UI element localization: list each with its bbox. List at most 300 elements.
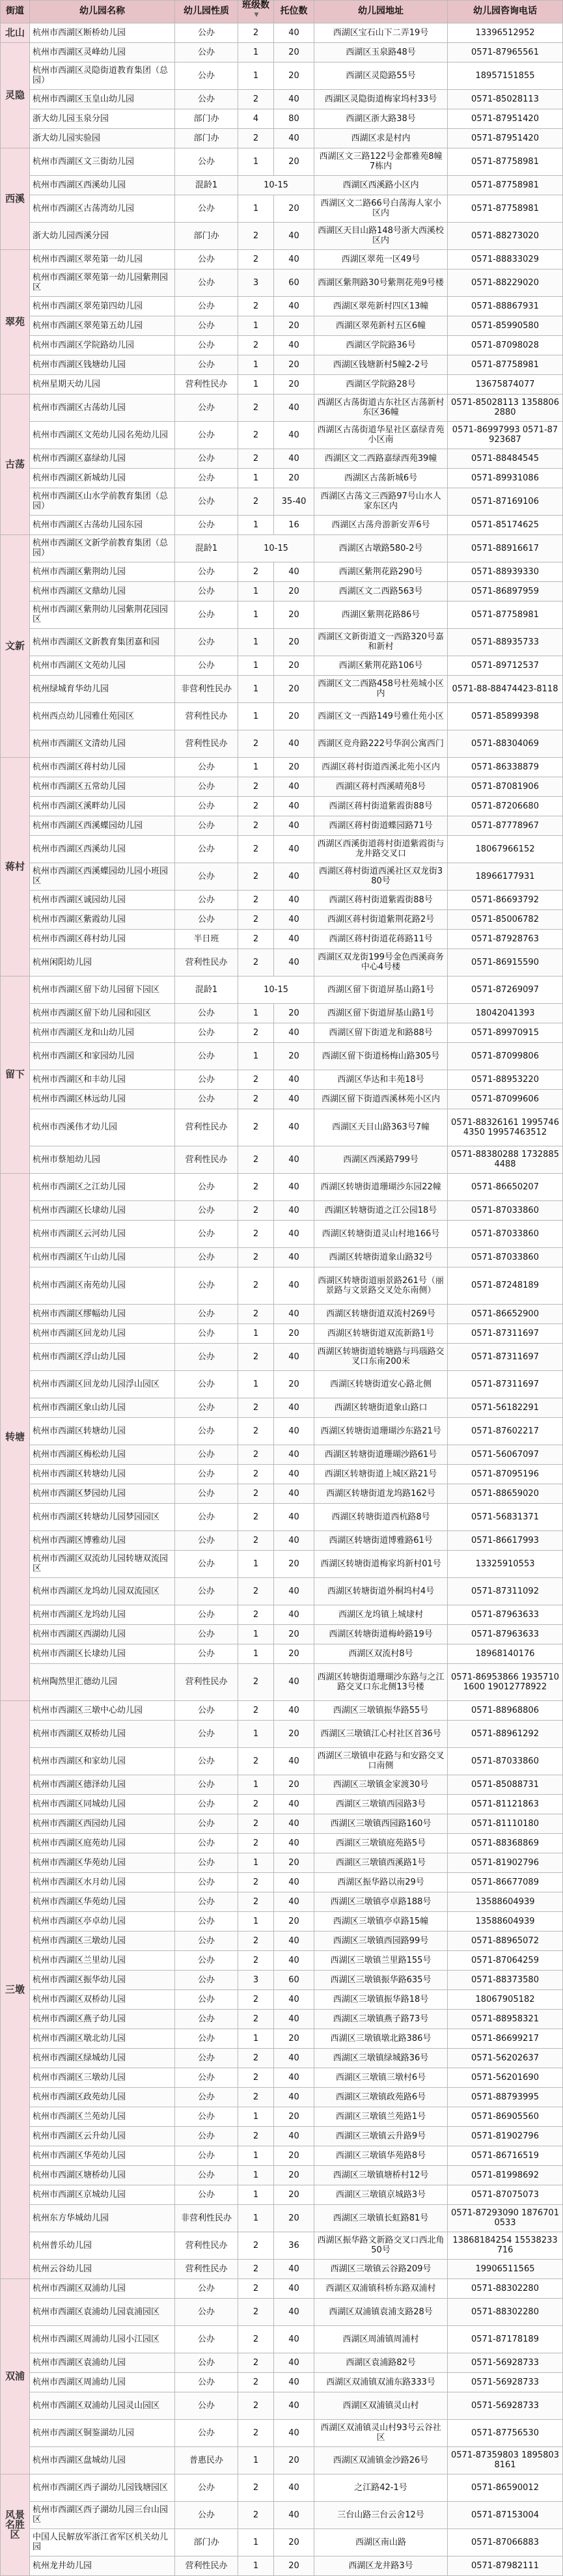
address: 西湖区文二西路563号 (314, 581, 448, 601)
class-count: 1 (238, 62, 274, 89)
table-row[interactable] (1, 296, 563, 316)
table-row[interactable] (1, 1550, 563, 1577)
kindergarten-type: 公办 (175, 1370, 238, 1398)
class-count: 2 (238, 562, 274, 581)
phone: 0571-87982111 (448, 2556, 563, 2575)
phone: 0571-87311697 (448, 1343, 563, 1370)
table-row[interactable] (1, 835, 563, 863)
table-row[interactable] (1, 1247, 563, 1267)
capacity: 40 (274, 249, 314, 269)
table-header-row (1, 1, 563, 23)
table-row[interactable] (1, 863, 563, 890)
kindergarten-name: 杭州市西湖区博雅幼儿园 (30, 1530, 175, 1550)
table-row[interactable] (1, 1892, 563, 1911)
class-count: 4 (238, 109, 274, 128)
table-row[interactable] (1, 2107, 563, 2126)
capacity: 40 (274, 1445, 314, 1464)
capacity: 40 (274, 1872, 314, 1892)
street-cell: 留下 (1, 976, 30, 1173)
kindergarten-type: 公办 (175, 1417, 238, 1445)
kindergarten-name: 杭州市西湖区周浦幼儿园 (30, 2372, 175, 2392)
table-row[interactable] (1, 1109, 563, 1146)
capacity: 40 (274, 816, 314, 835)
phone: 0571-81121863 (448, 1794, 563, 1814)
address: 西湖区双浦镇灵山村93号云谷社区 (314, 2419, 448, 2446)
table-row[interactable] (1, 249, 563, 269)
table-row[interactable] (1, 515, 563, 534)
address: 西湖区转塘街道象山路32号 (314, 1247, 448, 1267)
header-phone[interactable] (448, 1, 563, 23)
table-row[interactable] (1, 1624, 563, 1644)
kindergarten-name: 杭州市西湖区三墩中心幼儿园 (30, 1700, 175, 1720)
table-row[interactable] (1, 1872, 563, 1892)
table-row[interactable] (1, 2556, 563, 2575)
table-row[interactable] (1, 1775, 563, 1794)
kindergarten-name: 杭州普乐幼儿园 (30, 2232, 175, 2259)
capacity: 40 (274, 1663, 314, 1700)
kindergarten-name: 杭州市西湖区西湖幼儿园 (30, 1624, 175, 1644)
phone: 0571-88793995 (448, 2087, 563, 2107)
kindergarten-type: 公办 (175, 777, 238, 796)
class-count: 2 (238, 2126, 274, 2146)
street-cell: 文新 (1, 534, 30, 757)
table-row[interactable] (1, 2068, 563, 2087)
kindergarten-name: 杭州市西湖区翠苑第五幼儿园 (30, 316, 175, 335)
table-row[interactable] (1, 1747, 563, 1775)
table-row[interactable] (1, 1070, 563, 1089)
table-row[interactable] (1, 1220, 563, 1247)
kindergarten-name: 杭州市西湖区之江幼儿园 (30, 1173, 175, 1200)
table-row[interactable] (1, 816, 563, 835)
kindergarten-type: 公办 (175, 1911, 238, 1931)
kindergarten-name: 杭州市西湖区嘉绿幼儿园 (30, 449, 175, 468)
address: 西湖区三墩镇申花路与和安路交叉口南侧 (314, 1747, 448, 1775)
table-row[interactable] (1, 175, 563, 195)
table-row[interactable] (1, 316, 563, 335)
class-count: 1 (238, 2146, 274, 2165)
kindergarten-type: 公办 (175, 1775, 238, 1794)
kindergarten-name: 浙大幼儿园玉泉分园 (30, 109, 175, 128)
table-row[interactable] (1, 1814, 563, 1833)
table-row[interactable] (1, 42, 563, 62)
table-row[interactable] (1, 890, 563, 909)
table-row[interactable] (1, 2353, 563, 2372)
capacity: 40 (274, 1814, 314, 1833)
capacity: 40 (274, 2009, 314, 2029)
table-row[interactable] (1, 468, 563, 488)
phone: 0571-87153004 (448, 2501, 563, 2528)
table-row[interactable] (1, 1644, 563, 1663)
table-row[interactable] (1, 656, 563, 675)
kindergarten-type: 公办 (175, 316, 238, 335)
class-count: 1 (238, 628, 274, 656)
table-row[interactable] (1, 675, 563, 702)
table-row[interactable] (1, 534, 563, 562)
class-count: 2 (238, 2278, 274, 2298)
table-row[interactable] (1, 2009, 563, 2029)
header-address-label: 幼儿园地址 (358, 6, 404, 17)
phone: 0571-87033860 (448, 1200, 563, 1220)
table-row[interactable] (1, 601, 563, 628)
table-row[interactable] (1, 777, 563, 796)
kindergarten-type: 营利性民办 (175, 949, 238, 976)
table-row[interactable] (1, 1484, 563, 1503)
kindergarten-name: 杭州市西湖区绿城幼儿园 (30, 2048, 175, 2068)
table-row[interactable] (1, 1445, 563, 1464)
phone: 0571-87963633 (448, 1605, 563, 1624)
kindergarten-type: 公办 (175, 2474, 238, 2501)
table-row[interactable] (1, 909, 563, 929)
street-cell: 转塘 (1, 1173, 30, 1700)
kindergarten-type: 混龄1 (175, 976, 238, 1003)
phone: 0571-88916617 (448, 534, 563, 562)
kindergarten-type: 公办 (175, 421, 238, 449)
kindergarten-name: 杭州市西湖区振华幼儿园 (30, 1970, 175, 1989)
kindergarten-type: 公办 (175, 890, 238, 909)
table-row[interactable] (1, 2372, 563, 2392)
table-row[interactable] (1, 581, 563, 601)
table-row[interactable] (1, 2446, 563, 2474)
table-row[interactable] (1, 421, 563, 449)
phone: 0571-81110180 (448, 1814, 563, 1833)
class-count: 2 (238, 1304, 274, 1323)
phone: 0571-87758981 (448, 175, 563, 195)
phone: 0571-86617993 (448, 1530, 563, 1550)
table-row[interactable] (1, 1370, 563, 1398)
capacity: 40 (274, 1950, 314, 1970)
table-row[interactable] (1, 796, 563, 816)
capacity: 40 (274, 1200, 314, 1220)
address: 西湖区龙井路3号 (314, 2556, 448, 2575)
table-row[interactable] (1, 929, 563, 949)
table-row[interactable] (1, 1146, 563, 1173)
kindergarten-name: 杭州市西湖区华苑幼儿园 (30, 2146, 175, 2165)
table-row[interactable] (1, 757, 563, 777)
table-row[interactable] (1, 702, 563, 730)
street-cell: 双浦 (1, 2278, 30, 2474)
table-row[interactable] (1, 2419, 563, 2446)
table-row[interactable] (1, 1042, 563, 1070)
table-row[interactable] (1, 195, 563, 222)
table-row[interactable] (1, 2298, 563, 2325)
kindergarten-name: 杭州市西湖区周浦幼儿园小江园区 (30, 2325, 175, 2353)
address: 西湖区古荡新城6号 (314, 468, 448, 488)
table-row[interactable] (1, 62, 563, 89)
address: 西湖区玉泉路48号 (314, 42, 448, 62)
table-row[interactable] (1, 2029, 563, 2048)
phone: 0571-89970915 (448, 1023, 563, 1042)
phone: 0571-87099806 (448, 1042, 563, 1070)
table-row[interactable] (1, 2165, 563, 2185)
kindergarten-name: 浙大幼儿园实验园 (30, 128, 175, 148)
kindergarten-type: 公办 (175, 2392, 238, 2419)
table-row[interactable] (1, 1911, 563, 1931)
table-row[interactable] (1, 2087, 563, 2107)
address: 西湖区古荡街道华星社区嘉绿青苑小区南 (314, 421, 448, 449)
class-count: 1 (238, 2029, 274, 2048)
phone: 0571-88229020 (448, 269, 563, 296)
address: 西湖区留下街道龙和路88号 (314, 1023, 448, 1042)
table-row[interactable] (1, 2232, 563, 2259)
table-row[interactable] (1, 2185, 563, 2204)
phone: 0571-81902796 (448, 1853, 563, 1872)
kindergarten-name: 杭州市西湖区山水学前教育集团（总园） (30, 488, 175, 515)
table-row[interactable] (1, 394, 563, 421)
class-count: 1 (238, 355, 274, 374)
table-row[interactable] (1, 2126, 563, 2146)
table-row[interactable] (1, 1398, 563, 1417)
kindergarten-name: 杭州市西湖区文苑幼儿园名苑幼儿园 (30, 421, 175, 449)
address: 西湖区灵隐路55号 (314, 62, 448, 89)
class-count: 1 (238, 1624, 274, 1644)
class-count: 2 (238, 1503, 274, 1530)
header-name[interactable] (30, 1, 175, 23)
kindergarten-name: 杭州市西湖区梦园幼儿园 (30, 1484, 175, 1503)
kindergarten-name: 杭州市西湖区和丰幼儿园 (30, 1070, 175, 1089)
table-row[interactable] (1, 1267, 563, 1304)
capacity: 40 (274, 2087, 314, 2107)
table-row[interactable] (1, 2278, 563, 2298)
phone: 0571-56201690 (448, 2068, 563, 2087)
phone: 0571-86915590 (448, 949, 563, 976)
phone: 0571-88304069 (448, 730, 563, 757)
address: 西湖区三墩镇兰里路155号 (314, 1950, 448, 1970)
phone: 0571-88302280 (448, 2278, 563, 2298)
kindergarten-type: 部门办 (175, 2528, 238, 2556)
kindergarten-name: 杭州市西湖区龙和山幼儿园 (30, 1023, 175, 1042)
capacity: 20 (274, 1644, 314, 1663)
table-row[interactable] (1, 2204, 563, 2232)
kindergarten-type: 混龄1 (175, 534, 238, 562)
address: 西湖区龙坞镇上城埭村 (314, 1605, 448, 1624)
kindergarten-type: 公办 (175, 1503, 238, 1530)
table-row[interactable] (1, 2325, 563, 2353)
table-row[interactable] (1, 355, 563, 374)
class-count: 2 (238, 1173, 274, 1200)
address: 西湖区文新街道文一西路320号嘉和新村 (314, 628, 448, 656)
kindergarten-name: 杭州市西湖区古荡湾幼儿园 (30, 195, 175, 222)
address: 西湖区三墩镇墩北路386号 (314, 2029, 448, 2048)
table-row[interactable] (1, 222, 563, 249)
capacity: 20 (274, 702, 314, 730)
phone: 0571-87311697 (448, 1323, 563, 1343)
header-type[interactable] (175, 1, 238, 23)
phone: 0571-87758981 (448, 601, 563, 628)
table-row[interactable] (1, 1931, 563, 1950)
capacity: 40 (274, 1931, 314, 1950)
table-row[interactable] (1, 23, 563, 42)
header-address[interactable] (314, 1, 448, 23)
table-row[interactable] (1, 1343, 563, 1370)
table-row[interactable] (1, 2392, 563, 2419)
phone: 0571-87099606 (448, 1089, 563, 1109)
class-count: 1 (238, 1042, 274, 1070)
phone: 0571-88380288 17328854488 (448, 1146, 563, 1173)
kindergarten-name: 杭州市西湖区玉皇山幼儿园 (30, 89, 175, 109)
table-row[interactable] (1, 269, 563, 296)
table-row[interactable] (1, 128, 563, 148)
class-count: 2 (238, 816, 274, 835)
phone: 0571-86693792 (448, 890, 563, 909)
table-row[interactable] (1, 949, 563, 976)
class-count: 2 (238, 2232, 274, 2259)
table-row[interactable] (1, 1323, 563, 1343)
class-count: 1 (238, 2165, 274, 2185)
class-count: 2 (238, 1833, 274, 1853)
kindergarten-name: 杭州市西湖区回龙幼儿园浮山园区 (30, 1370, 175, 1398)
table-row[interactable] (1, 2048, 563, 2068)
table-row[interactable] (1, 109, 563, 128)
table-row[interactable] (1, 1417, 563, 1445)
table-row[interactable] (1, 488, 563, 515)
class-count: 2 (238, 488, 274, 515)
table-row[interactable] (1, 1200, 563, 1220)
address: 西湖区西溪路799号 (314, 1146, 448, 1173)
capacity: 40 (274, 2372, 314, 2392)
table-row[interactable] (1, 1003, 563, 1023)
address: 西湖区双龙街199号金色西溪商务中心4号楼 (314, 949, 448, 976)
table-row[interactable] (1, 1304, 563, 1323)
address: 西湖区三墩镇西园路160号 (314, 1814, 448, 1833)
kindergarten-name: 杭州市西湖区西溪蝶园幼儿园小班园区 (30, 863, 175, 890)
capacity: 40 (274, 777, 314, 796)
address: 西湖区学院路28号 (314, 374, 448, 394)
header-capacity[interactable] (274, 1, 314, 23)
header-classes[interactable] (238, 1, 274, 23)
table-row[interactable] (1, 1023, 563, 1042)
table-row[interactable] (1, 730, 563, 757)
table-row[interactable] (1, 1577, 563, 1605)
address: 西湖区文一西路149号雅仕苑小区 (314, 702, 448, 730)
table-row[interactable] (1, 2501, 563, 2528)
table-row[interactable] (1, 1989, 563, 2009)
table-row[interactable] (1, 89, 563, 109)
table-row[interactable] (1, 374, 563, 394)
capacity: 40 (274, 1700, 314, 1720)
table-row[interactable] (1, 335, 563, 355)
capacity: 20 (274, 2029, 314, 2048)
address: 西湖区灵隐街道梅家坞村33号 (314, 89, 448, 109)
kindergarten-type: 公办 (175, 2107, 238, 2126)
table-row[interactable] (1, 2528, 563, 2556)
kindergarten-name: 杭州市西湖区西溪幼儿园 (30, 835, 175, 863)
class-count: 2 (238, 890, 274, 909)
class-count: 2 (238, 1023, 274, 1042)
table-row[interactable] (1, 1503, 563, 1530)
kindergarten-type: 公办 (175, 2372, 238, 2392)
kindergarten-type: 公办 (175, 2278, 238, 2298)
capacity: 40 (274, 1605, 314, 1624)
table-row[interactable] (1, 1173, 563, 1200)
table-row[interactable] (1, 562, 563, 581)
class-count: 2 (238, 1794, 274, 1814)
kindergarten-type: 公办 (175, 269, 238, 296)
kindergarten-name: 杭州市西湖区西溪幼儿园 (30, 175, 175, 195)
table-row[interactable] (1, 2474, 563, 2501)
kindergarten-type: 公办 (175, 2048, 238, 2068)
phone: 19906511565 (448, 2259, 563, 2278)
kindergarten-type: 公办 (175, 1644, 238, 1663)
table-row[interactable] (1, 1605, 563, 1624)
capacity: 20 (274, 355, 314, 374)
table-row[interactable] (1, 976, 563, 1003)
kindergarten-type: 半日班 (175, 929, 238, 949)
header-street[interactable] (1, 1, 30, 23)
capacity: 40 (274, 1417, 314, 1445)
address: 西湖区三墩镇振华路55号 (314, 1700, 448, 1720)
phone: 0571-88659020 (448, 1484, 563, 1503)
address: 西湖区紫荆花路86号 (314, 601, 448, 628)
class-count: 2 (238, 335, 274, 355)
kindergarten-type: 公办 (175, 1931, 238, 1950)
kindergarten-type: 部门办 (175, 222, 238, 249)
table-row[interactable] (1, 1530, 563, 1550)
table-row[interactable] (1, 1720, 563, 1747)
table-row[interactable] (1, 628, 563, 656)
table-row[interactable] (1, 1663, 563, 1700)
table-row[interactable] (1, 449, 563, 468)
kindergarten-type: 公办 (175, 1892, 238, 1911)
class-count: 2 (238, 249, 274, 269)
kindergarten-type: 公办 (175, 488, 238, 515)
capacity: 40 (274, 23, 314, 42)
phone: 0571-56182291 (448, 1398, 563, 1417)
kindergarten-type: 公办 (175, 1853, 238, 1872)
address: 西湖区文三路122号金都雅苑8幢7栋内 (314, 148, 448, 175)
kindergarten-name: 杭州陶然里汇德幼儿园 (30, 1663, 175, 1700)
address: 西湖区西溪街道蒋村街道紫霞街与龙井路交叉口 (314, 835, 448, 863)
kindergarten-name: 杭州市西湖区文新教育集团嘉和园 (30, 628, 175, 656)
table-row[interactable] (1, 1970, 563, 1989)
kindergarten-type: 公办 (175, 2501, 238, 2528)
kindergarten-type: 营利性民办 (175, 2556, 238, 2575)
table-row[interactable] (1, 1464, 563, 1484)
class-count: 1 (238, 374, 274, 394)
phone: 0571-88373580 (448, 1970, 563, 1989)
table-row[interactable] (1, 1794, 563, 1814)
class-count: 2 (238, 1070, 274, 1089)
phone: 0571-87311697 (448, 1370, 563, 1398)
address: 西湖区蒋村街道紫霞街88号 (314, 796, 448, 816)
phone: 0571-56928733 (448, 2392, 563, 2419)
table-row[interactable] (1, 2146, 563, 2165)
class-count: 2 (238, 2068, 274, 2087)
header-phone-label: 幼儿园咨询电话 (473, 6, 537, 17)
table-row[interactable] (1, 1700, 563, 1720)
kindergarten-name: 杭州市西溪伟才幼儿园 (30, 1109, 175, 1146)
kindergarten-name: 浙大幼儿园西溪分园 (30, 222, 175, 249)
table-row[interactable] (1, 2259, 563, 2278)
table-row[interactable] (1, 1089, 563, 1109)
phone: 0571-88965072 (448, 1931, 563, 1950)
kindergarten-name: 杭州市西湖区双浦幼儿园灵山园区 (30, 2392, 175, 2419)
kindergarten-name: 杭州市西湖区龙坞幼儿园双流园区 (30, 1577, 175, 1605)
phone: 0571-87033860 (448, 1747, 563, 1775)
kindergarten-name: 杭州市西湖区水月幼儿园 (30, 1872, 175, 1892)
address: 西湖区转塘街道珊瑚沙东园22幢 (314, 1173, 448, 1200)
class-count: 2 (238, 1109, 274, 1146)
table-row[interactable] (1, 148, 563, 175)
phone: 0571-86699217 (448, 2029, 563, 2048)
phone: 0571-87098028 (448, 335, 563, 355)
kindergarten-name: 杭州市西湖区浮山幼儿园 (30, 1343, 175, 1370)
sort-icon[interactable]: ▼ (254, 12, 259, 18)
table-row[interactable] (1, 1950, 563, 1970)
class-count: 2 (238, 1417, 274, 1445)
table-row[interactable] (1, 1853, 563, 1872)
phone: 0571-56202637 (448, 2048, 563, 2068)
table-row[interactable] (1, 1833, 563, 1853)
